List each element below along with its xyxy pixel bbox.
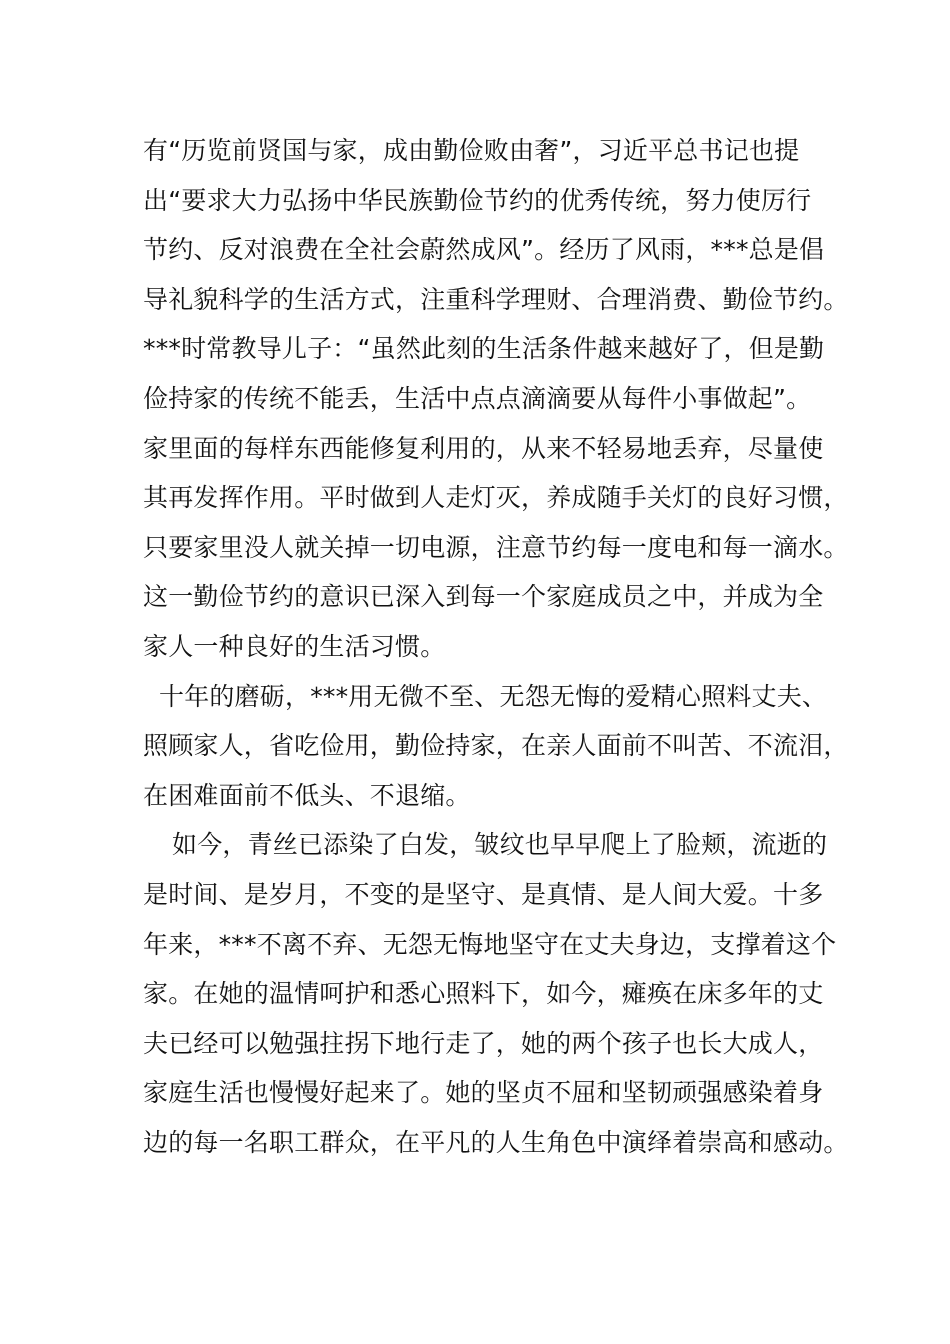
paragraph-line: 边的每一名职工群众，在平凡的人生角色中演绎着崇高和感动。 (143, 1127, 849, 1157)
paragraph-line: 其再发挥作用。平时做到人走灯灭，养成随手关灯的良好习惯， (143, 483, 849, 513)
paragraph-line: 是时间、是岁月，不变的是坚守、是真情、是人间大爱。十多 (143, 879, 824, 909)
paragraph-line: 这一勤俭节约的意识已深入到每一个家庭成员之中，并成为全 (143, 582, 824, 612)
paragraph-line: 夫已经可以勉强拄拐下地行走了，她的两个孩子也长大成人， (143, 1028, 824, 1058)
paragraph-line: 在困难面前不低头、不退缩。 (143, 780, 471, 810)
paragraph-line: ***时常教导儿子：“虽然此刻的生活条件越来越好了，但是勤 (143, 334, 825, 364)
paragraph-line: 家人一种良好的生活习惯。 (143, 631, 446, 661)
paragraph-line: 家。在她的温情呵护和悉心照料下，如今，瘫痪在床多年的丈 (143, 979, 824, 1009)
paragraph-line: 十年的磨砺，***用无微不至、无怨无悔的爱精心照料丈夫、 (159, 681, 828, 711)
paragraph-line: 节约、反对浪费在全社会蔚然成风”。经历了风雨，***总是倡 (143, 235, 825, 265)
document-body (143, 126, 849, 1167)
paragraph-line: 只要家里没人就关掉一切电源，注意节约每一度电和每一滴水。 (143, 532, 849, 562)
paragraph-line: 如今，青丝已添染了白发，皱纹也早早爬上了脸颊，流逝的 (172, 830, 828, 860)
paragraph-line: 俭持家的传统不能丢，生活中点点滴滴要从每件小事做起”。 (143, 383, 812, 413)
paragraph-line: 导礼貌科学的生活方式，注重科学理财、合理消费、勤俭节约。 (143, 284, 849, 314)
paragraph-line: 照顾家人，省吃俭用，勤俭持家，在亲人面前不叫苦、不流泪， (143, 731, 849, 761)
paragraph-line: 家里面的每样东西能修复利用的，从来不轻易地丢弃，尽量使 (143, 433, 824, 463)
paragraph-line: 年来，***不离不弃、无怨无悔地坚守在丈夫身边，支撑着这个 (143, 929, 837, 959)
paragraph-line: 家庭生活也慢慢好起来了。她的坚贞不屈和坚韧顽强感染着身 (143, 1078, 824, 1108)
paragraph-line: 出“要求大力弘扬中华民族勤俭节约的优秀传统，努力使厉行 (143, 185, 812, 215)
paragraph-line: 有“历览前贤国与家，成由勤俭败由奢”，习近平总书记也提 (143, 136, 800, 165)
